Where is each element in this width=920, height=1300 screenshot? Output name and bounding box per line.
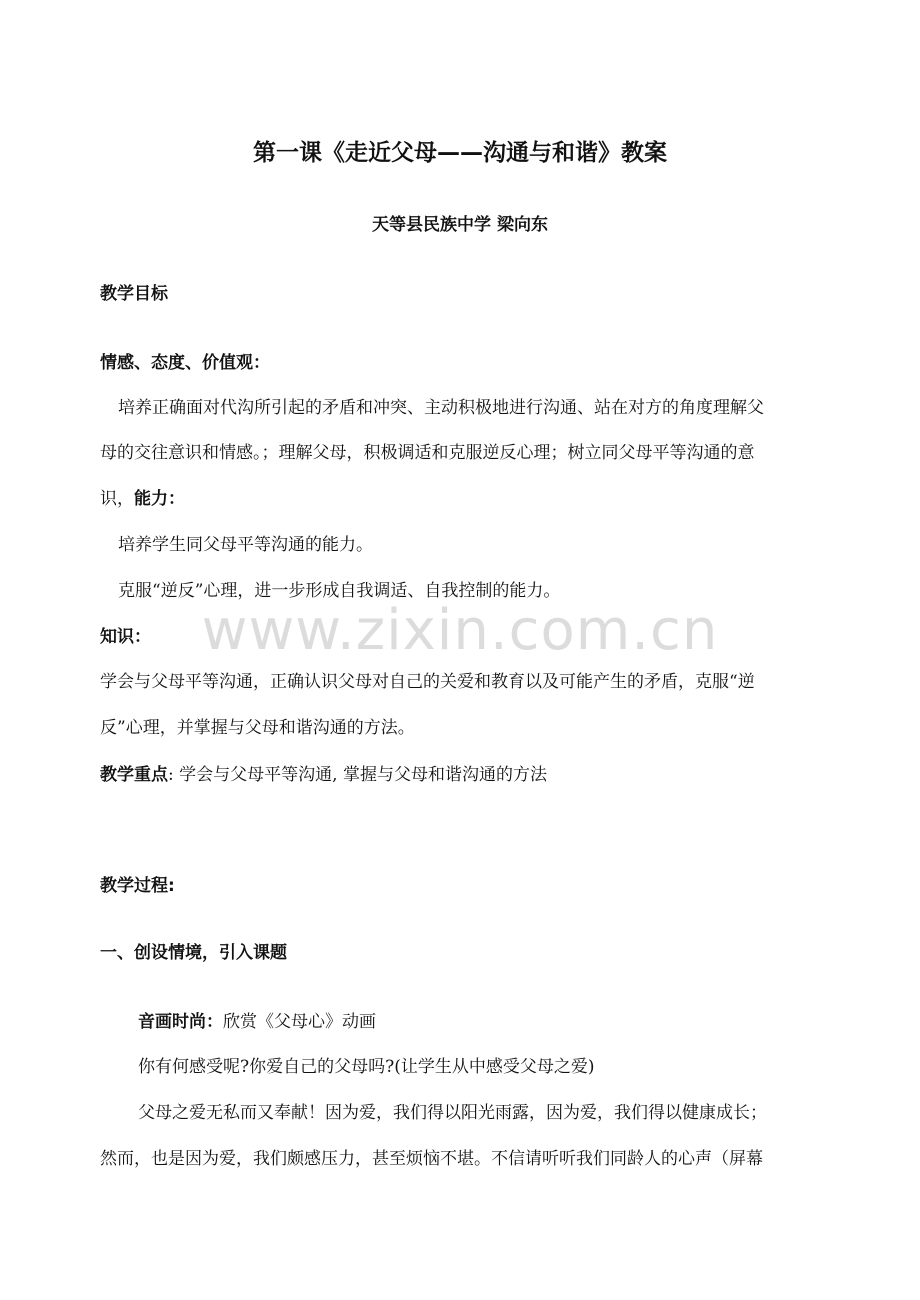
key-points-line <box>100 760 822 785</box>
heading-emotion-attitude: 情感、态度、价值观： <box>100 353 270 373</box>
heading-teaching-process: 教学过程: <box>100 876 175 896</box>
paragraph-text: 识， <box>100 489 134 509</box>
paragraph-line: 克服“逆反”心理，进一步形成自我调适、自我控制的能力。 <box>118 581 561 601</box>
key-points-text: : 学会与父母平等沟通, 掌握与父母和谐沟通的方法 <box>168 765 547 785</box>
paragraph-line: 父母之爱无私而又奉献！因为爱，我们得以阳光雨露，因为爱，我们得以健康成长； <box>138 1103 767 1123</box>
paragraph-line: 学会与父母平等沟通，正确认识父母对自己的关爱和教育以及可能产生的矛盾，克服“逆 <box>100 672 755 692</box>
heading-ability: 能力： <box>134 489 185 509</box>
watermark: www.zixin.com.cn <box>201 598 719 663</box>
author-line: 天等县民族中学 梁向东 <box>372 215 548 235</box>
paragraph-line: 反”心理，并掌握与父母和谐沟通的方法。 <box>100 718 415 738</box>
paragraph-line: 母的交往意识和情感。；理解父母，积极调适和克服逆反心理；树立同父母平等沟通的意 <box>100 443 755 463</box>
heading-section-one: 一、创设情境，引入课题 <box>100 943 287 963</box>
label-music-video: 音画时尚： <box>138 1012 223 1032</box>
heading-key-points: 教学重点 <box>100 765 168 785</box>
heading-knowledge: 知识： <box>100 627 151 647</box>
paragraph-line: 培养学生同父母平等沟通的能力。 <box>118 535 373 555</box>
document-title: 第一课《走近父母——沟通与和谐》教案 <box>253 140 667 166</box>
paragraph-line: 然而，也是因为爱，我们颇感压力，甚至烦恼不堪。不信请听听我们同龄人的心声（屏幕 <box>100 1149 763 1169</box>
paragraph-line: 培养正确面对代沟所引起的矛盾和冲突、主动积极地进行沟通、站在对方的角度理解父 <box>118 398 764 418</box>
paragraph-line <box>100 484 822 509</box>
heading-teaching-goals: 教学目标 <box>100 284 168 304</box>
paragraph-line <box>138 1007 860 1032</box>
paragraph-text: 欣赏《父母心》动画 <box>223 1012 376 1032</box>
paragraph-line: 你有何感受呢?你爱自己的父母吗?(让学生从中感受父母之爱) <box>138 1057 595 1077</box>
